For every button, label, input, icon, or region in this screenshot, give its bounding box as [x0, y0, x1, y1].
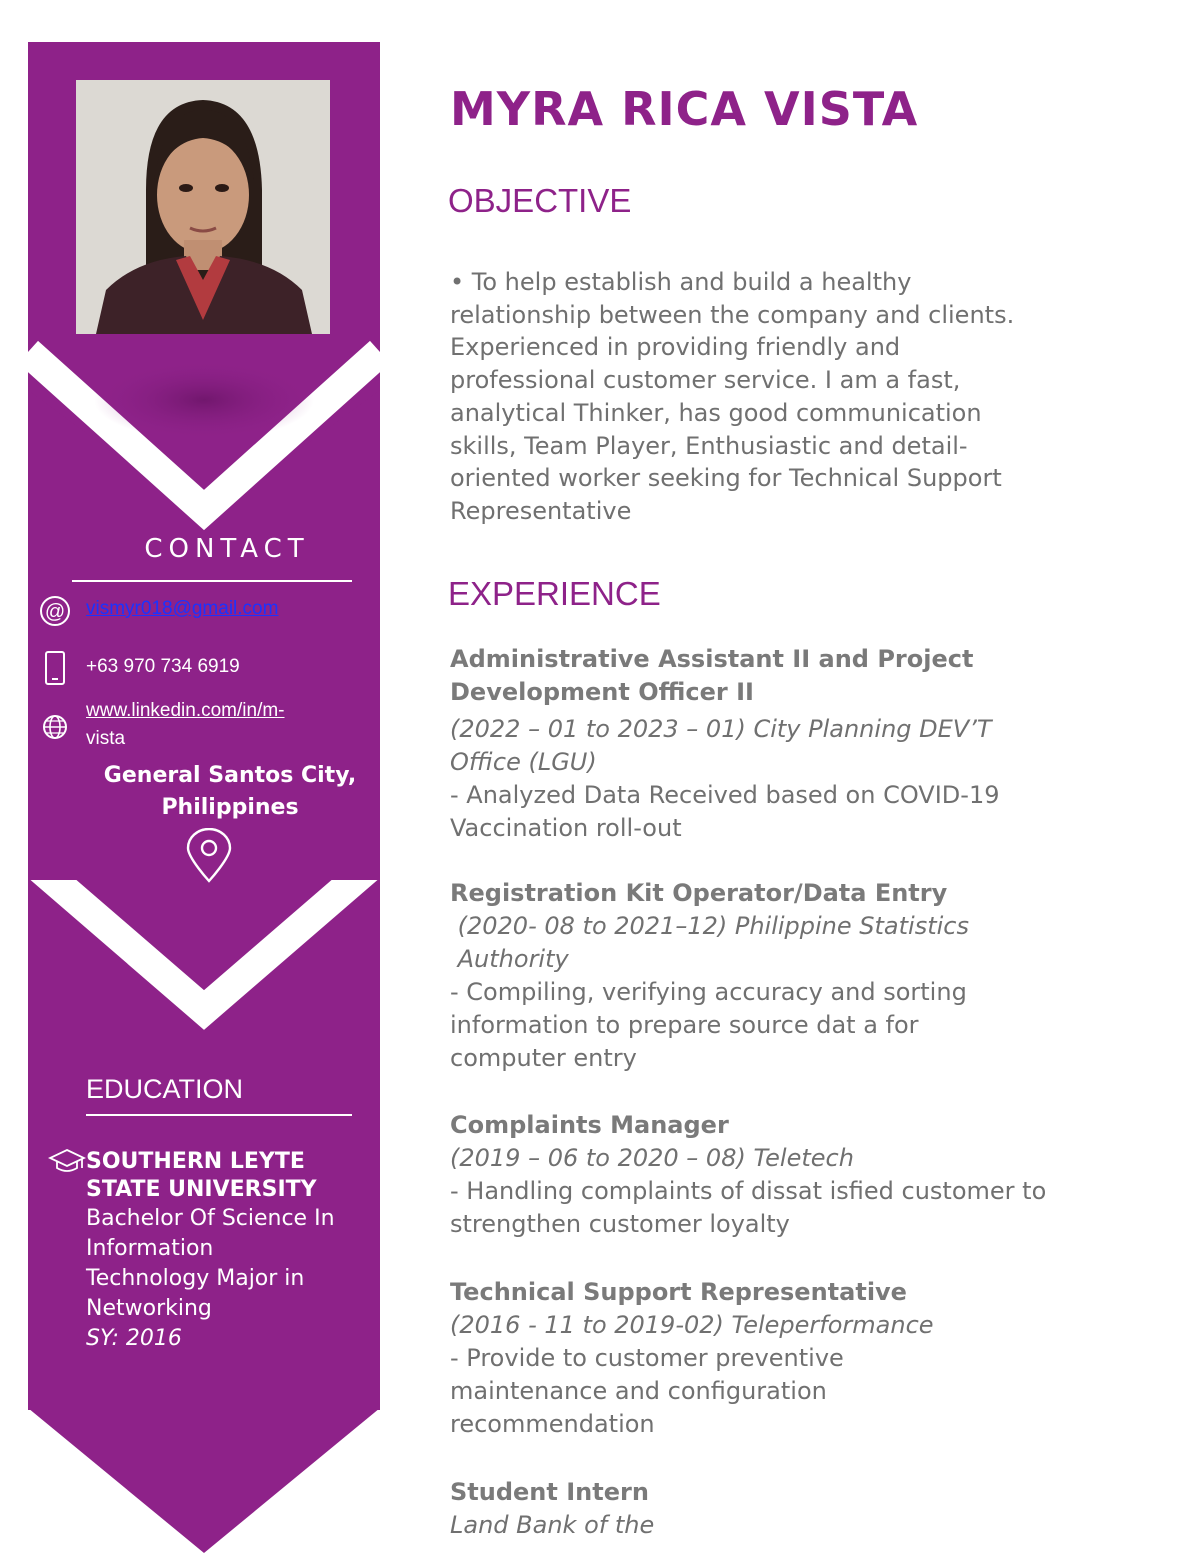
- experience-heading: EXPERIENCE: [448, 575, 661, 612]
- contact-divider: [72, 580, 352, 582]
- at-icon: [38, 594, 72, 628]
- experience-item: [450, 1276, 1150, 1441]
- job-description: - Compiling, verifying accuracy and sorting: [450, 978, 967, 1006]
- job-title: Administrative Assistant II and Project: [450, 645, 974, 673]
- phone-number: +63 970 734 6919: [86, 656, 240, 677]
- job-description: strengthen customer loyalty: [450, 1210, 790, 1238]
- education-degree: [86, 1204, 376, 1324]
- job-description: maintenance and configuration: [450, 1377, 827, 1405]
- job-description: computer entry: [450, 1044, 637, 1072]
- degree-line2: Information: [86, 1236, 214, 1261]
- job-period: Land Bank of the: [450, 1511, 655, 1539]
- objective-line: analytical Thinker, has good communication: [450, 398, 982, 427]
- graduation-cap-icon: [48, 1146, 86, 1176]
- education-heading: EDUCATION: [86, 1074, 244, 1104]
- job-period: Office (LGU): [450, 748, 597, 776]
- objective-line: oriented worker seeking for Technical Support: [450, 464, 1002, 493]
- job-title: Student Intern: [450, 1478, 649, 1506]
- email-link[interactable]: vismyr018@gmail.com: [86, 598, 279, 619]
- school-name-line1: SOUTHERN LEYTE: [86, 1149, 305, 1174]
- job-description: - Handling complaints of dissat isfied customer to: [450, 1177, 1047, 1205]
- linkedin-link-continued[interactable]: vista: [86, 728, 126, 749]
- portrait-photo-icon: [76, 80, 330, 334]
- objective-line: Experienced in providing friendly and: [450, 333, 901, 362]
- job-period: (2019 – 06 to 2020 – 08) Teletech: [450, 1144, 854, 1172]
- email-row: [38, 594, 378, 628]
- globe-icon: [38, 710, 72, 744]
- location: [80, 760, 380, 824]
- experience-item: [450, 1476, 1150, 1542]
- objective-text: [450, 266, 1110, 528]
- location-city: General Santos City,: [103, 763, 357, 788]
- objective-heading: OBJECTIVE: [448, 182, 632, 219]
- location-pin-icon: [184, 828, 234, 884]
- job-period: (2022 – 01 to 2023 – 01) City Planning DEV’T: [450, 715, 992, 743]
- objective-line: • To help establish and build a healthy: [450, 268, 912, 296]
- job-title: Complaints Manager: [450, 1111, 729, 1139]
- job-title: Technical Support Representative: [450, 1278, 907, 1306]
- experience-item: [450, 1109, 1150, 1241]
- experience-item: [450, 877, 1150, 1075]
- job-description: - Provide to customer preventive: [450, 1344, 844, 1372]
- job-description: information to prepare source dat a for: [450, 1011, 919, 1039]
- phone-row: [38, 650, 378, 690]
- job-description: recommendation: [450, 1410, 655, 1438]
- linkedin-row: [38, 698, 378, 754]
- education-school: [86, 1148, 366, 1204]
- job-title: Registration Kit Operator/Data Entry: [450, 879, 948, 907]
- location-country: Philippines: [161, 795, 299, 820]
- degree-line4: Networking: [86, 1296, 212, 1321]
- objective-line: professional customer service. I am a fast,: [450, 366, 961, 395]
- education-year: SY: 2016: [86, 1326, 182, 1351]
- objective-line: Representative: [450, 496, 632, 525]
- job-title: Development Officer II: [450, 678, 754, 706]
- job-description: Vaccination roll-out: [450, 814, 682, 842]
- phone-icon: [38, 650, 72, 686]
- degree-line1: Bachelor Of Science In: [86, 1206, 335, 1231]
- full-name: MYRA RICA VISTA: [450, 82, 919, 136]
- objective-line: skills, Team Player, Enthusiastic and detail-: [450, 431, 968, 460]
- objective-line: relationship between the company and clients.: [450, 300, 1015, 329]
- degree-line3: Technology Major in: [86, 1266, 305, 1291]
- school-name-line2: STATE UNIVERSITY: [86, 1177, 317, 1202]
- job-description: - Analyzed Data Received based on COVID-19: [450, 781, 1000, 809]
- experience-item: [450, 643, 1150, 845]
- svg-text:@: @: [44, 601, 66, 623]
- profile-photo: [76, 80, 330, 334]
- job-period: (2020- 08 to 2021–12) Philippine Statistics: [450, 912, 969, 940]
- education-divider: [86, 1114, 352, 1116]
- job-period: Authority: [450, 945, 569, 973]
- job-period: (2016 - 11 to 2019-02) Teleperformance: [450, 1311, 934, 1339]
- contact-heading: CONTACT: [144, 534, 310, 564]
- linkedin-link[interactable]: www.linkedin.com/in/m-: [86, 700, 285, 721]
